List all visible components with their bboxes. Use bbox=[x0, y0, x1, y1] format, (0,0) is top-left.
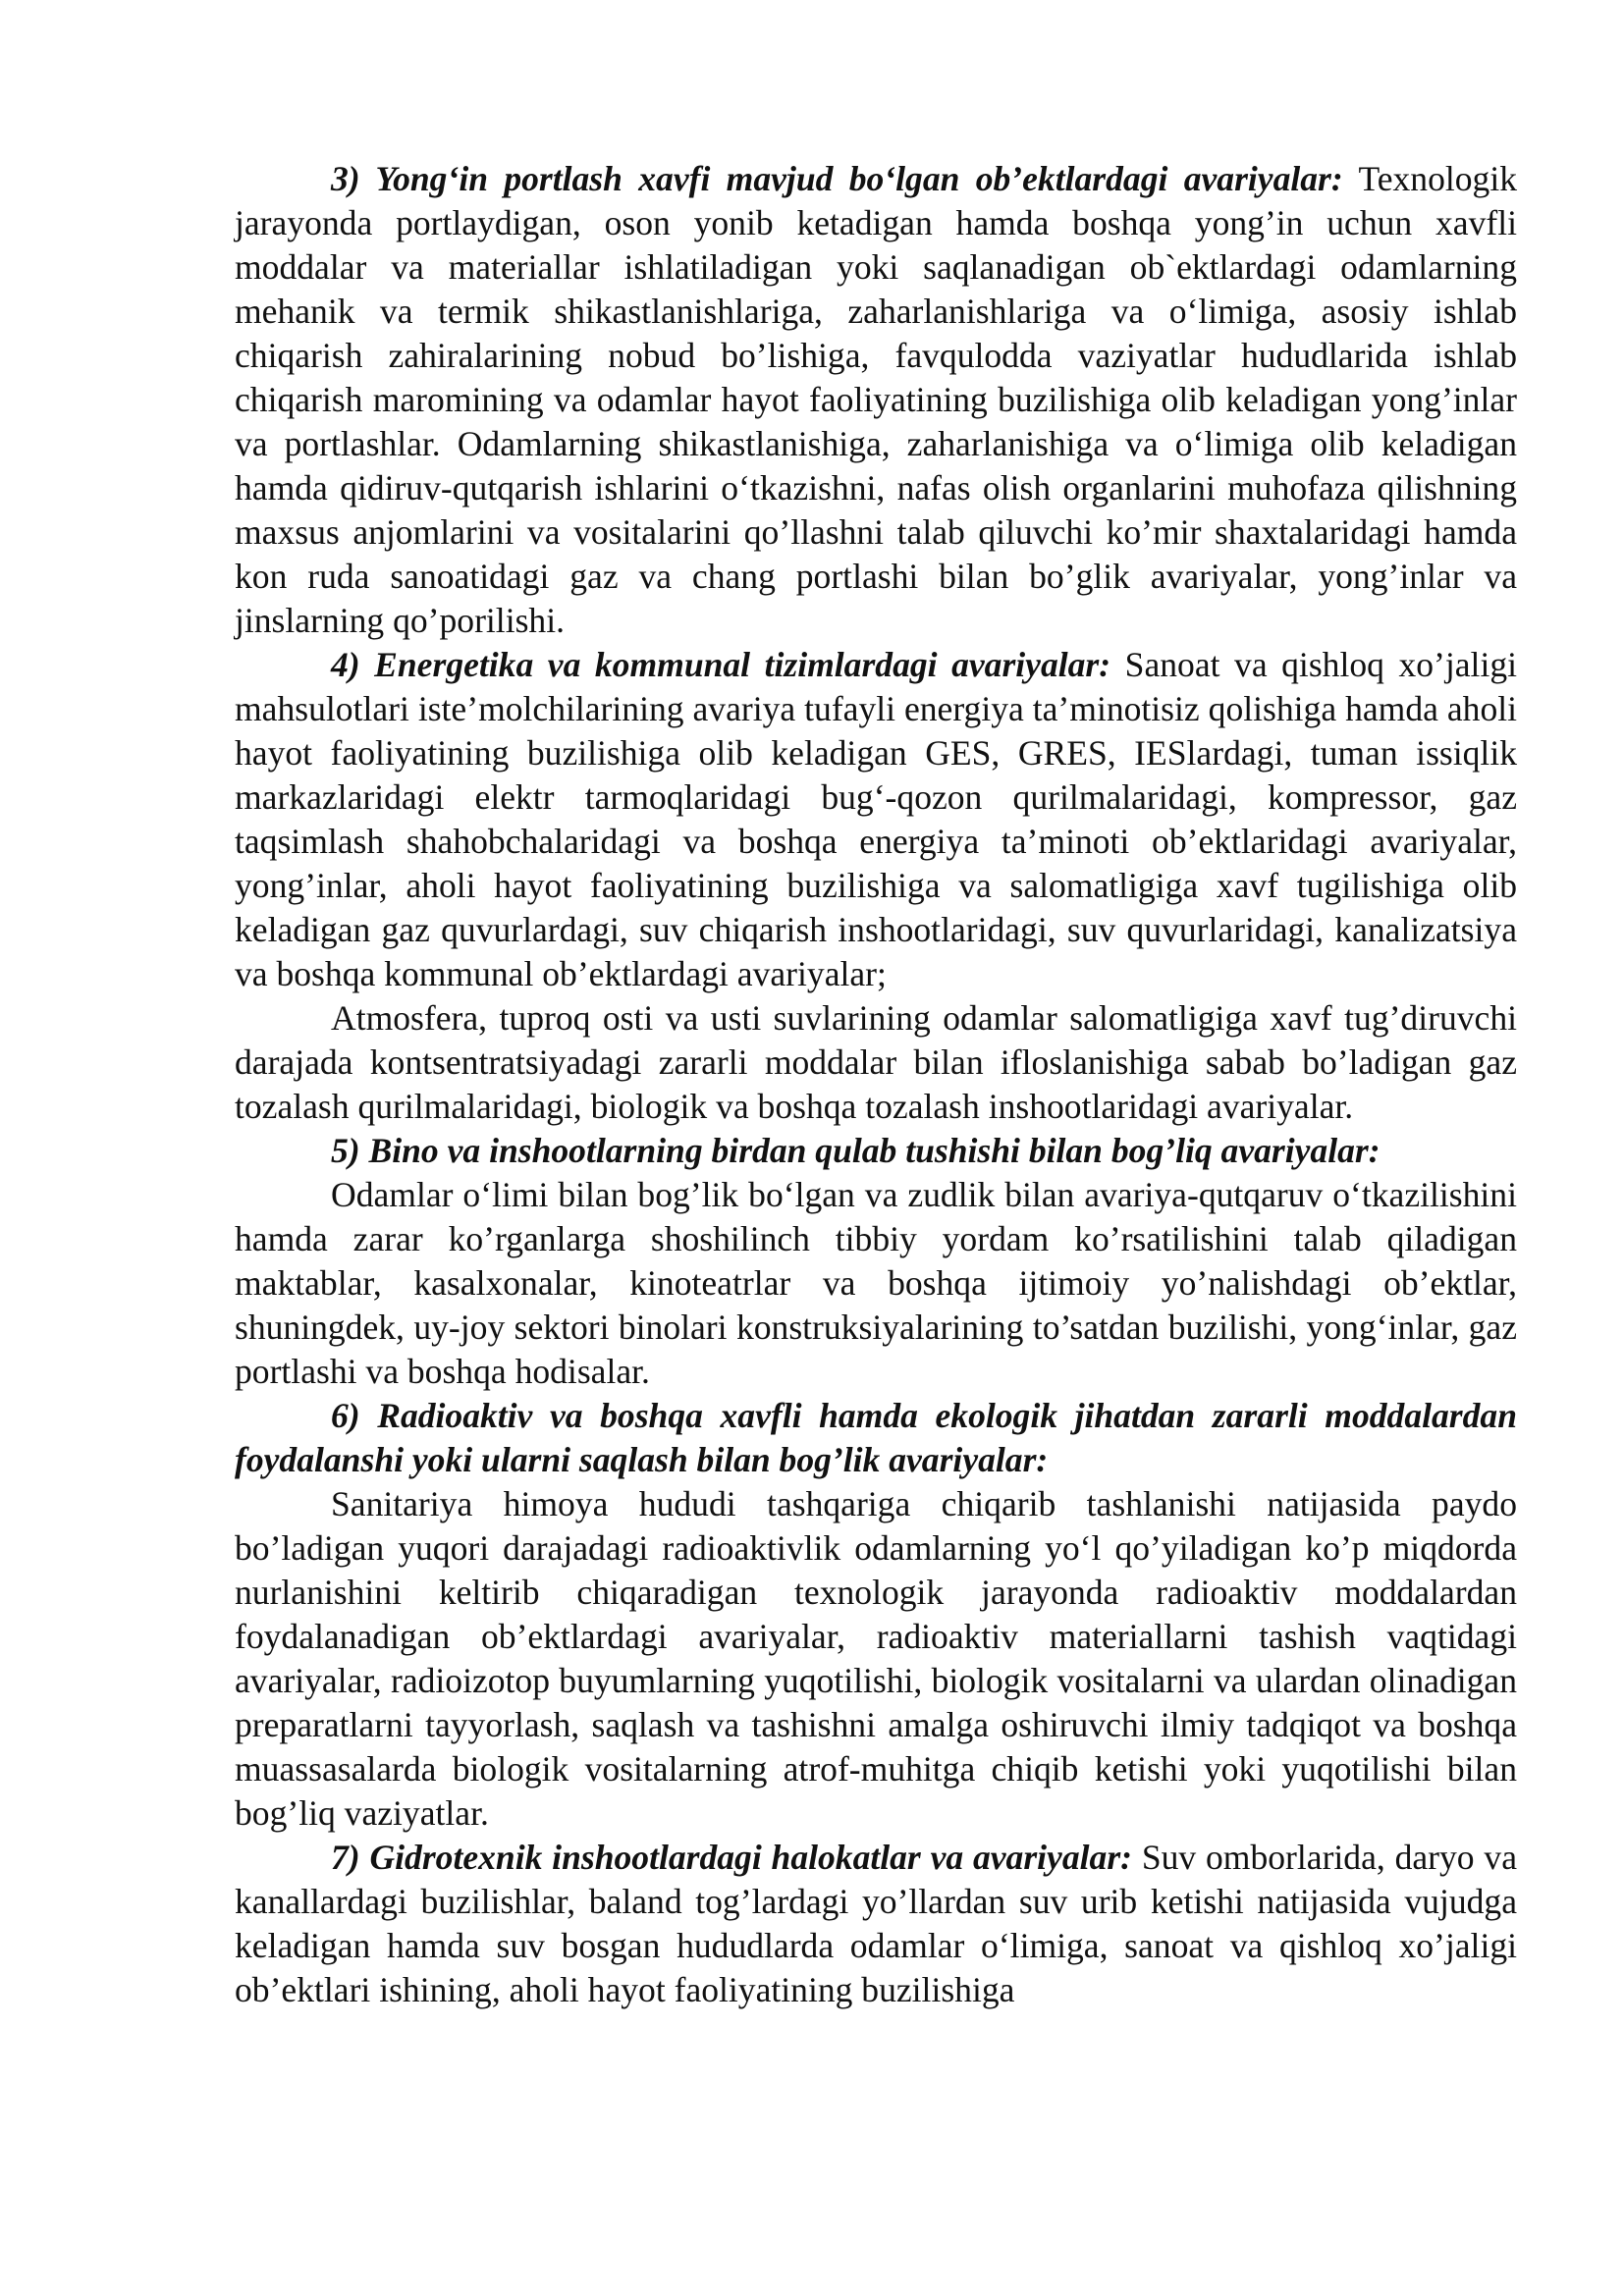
section-4-text: Sanoat va qishloq xo’jaligi mahsulotlari iste’molchilarining avariya tufayli energiya ta’minotisiz qolishiga hamda aholi hayot faoliyatining buzilishiga olib keladigan GES, GRES, IESlardagi, tuman issiqlik markazlaridagi elektr tarmoqlaridagi bug‘-qozon qurilmalaridagi, kompressor, gaz taqsimlash shahobchalaridagi va boshqa energiya ta’minoti ob’ektlaridagi avariyalar, yong’inlar, aholi hayot faoliyatining buzilishiga va salomatligiga xavf tugilishiga olib keladigan gaz quvurlardagi, suv chiqarish inshootlaridagi, suv quvurlaridagi, kanalizatsiya va boshqa kommunal ob’ektlardagi avariyalar; bbox=[235, 645, 1517, 993]
section-5-text: Odamlar o‘limi bilan bog’lik bo‘lgan va zudlik bilan avariya-qutqaruv o‘tkazilishini hamda zarar ko’rganlarga shoshilinch tibbiy yordam ko’rsatilishini talab qiladigan maktablar, kasalxonalar, kinoteatrlar va boshqa ijtimoiy yo’nalishdagi ob’ektlar, shuningdek, uy-joy sektori binolari konstruksiyalarining to’satdan buzilishi, yong‘inlar, gaz portlashi va boshqa hodisalar. bbox=[235, 1175, 1517, 1391]
section-6-heading: 6) Radioaktiv va boshqa xavfli hamda ekologik jihatdan zararli moddalardan foydalanshi yoki ularni saqlash bilan bog’lik avariyalar: bbox=[235, 1396, 1517, 1479]
section-3-heading: 3) Yong‘in portlash xavfi mavjud bo‘lgan ob’ektlardagi avariyalar: bbox=[331, 159, 1343, 198]
section-5-heading: 5) Bino va inshootlarning birdan qulab tushishi bilan bog’liq avariyalar: bbox=[331, 1131, 1380, 1170]
document-page bbox=[235, 157, 1517, 2012]
section-7-heading: 7) Gidrotexnik inshootlardagi halokatlar va avariyalar: bbox=[331, 1838, 1133, 1877]
section-6-heading-paragraph bbox=[235, 1394, 1517, 1482]
section-4-heading: 4) Energetika va kommunal tizimlardagi avariyalar: bbox=[331, 645, 1111, 684]
section-4-paragraph bbox=[235, 643, 1517, 996]
section-5-heading-paragraph bbox=[235, 1129, 1517, 1173]
section-5-paragraph bbox=[235, 1173, 1517, 1394]
section-3-text: Texnologik jarayonda portlaydigan, oson yonib ketadigan hamda boshqa yong’in uchun xavfli moddalar va materiallar ishlatiladigan yoki saqlanadigan ob`ektlardagi odamlarning mehanik va termik shikastlanishlariga, zaharlanishlariga va o‘limiga, asosiy ishlab chiqarish zahiralarining nobud bo’lishiga, favqulodda vaziyatlar hududlarida ishlab chiqarish maromining va odamlar hayot faoliyatining buzilishiga olib keladigan yong’inlar va portlashlar. Odamlarning shikastlanishiga, zaharlanishiga va o‘limiga olib keladigan hamda qidiruv-qutqarish ishlarini o‘tkazishni, nafas olish organlarini muhofaza qilishning maxsus anjomlarini va vositalarini qo’llashni talab qiluvchi ko’mir shaxtalaridagi hamda kon ruda sanoatidagi gaz va chang portlashi bilan bo’glik avariyalar, yong’inlar va jinslarning qo’porilishi. bbox=[235, 159, 1517, 640]
section-3-paragraph bbox=[235, 157, 1517, 643]
section-7-text: Suv omborlarida, daryo va kanallardagi buzilishlar, baland tog’lardagi yo’llardan suv urib ketishi natijasida vujudga keladigan hamda suv bosgan hududlarda odamlar o‘limiga, sanoat va qishloq xo’jaligi ob’ektlari ishining, aholi hayot faoliyatining buzilishiga bbox=[235, 1838, 1517, 2009]
section-6-paragraph bbox=[235, 1482, 1517, 1836]
section-7-paragraph bbox=[235, 1836, 1517, 2012]
section-4-text-2: Atmosfera, tuproq osti va usti suvlarining odamlar salomatligiga xavf tug’diruvchi darajada kontsentratsiyadagi zararli moddalar bilan ifloslanishiga sabab bo’ladigan gaz tozalash qurilmalaridagi, biologik va boshqa tozalash inshootlaridagi avariyalar. bbox=[235, 998, 1517, 1126]
section-4-paragraph-2 bbox=[235, 996, 1517, 1129]
section-6-text: Sanitariya himoya hududi tashqariga chiqarib tashlanishi natijasida paydo bo’ladigan yuqori darajadagi radioaktivlik odamlarning yo‘l qo’yiladigan ko’p miqdorda nurlanishini keltirib chiqaradigan texnologik jarayonda radioaktiv moddalardan foydalanadigan ob’ektlardagi avariyalar, radioaktiv materiallarni tashish vaqtidagi avariyalar, radioizotop buyumlarning yuqotilishi, biologik vositalarni va ulardan olinadigan preparatlarni tayyorlash, saqlash va tashishni amalga oshiruvchi ilmiy tadqiqot va boshqa muassasalarda biologik vositalarning atrof-muhitga chiqib ketishi yoki yuqotilishi bilan bog’liq vaziyatlar. bbox=[235, 1484, 1517, 1833]
